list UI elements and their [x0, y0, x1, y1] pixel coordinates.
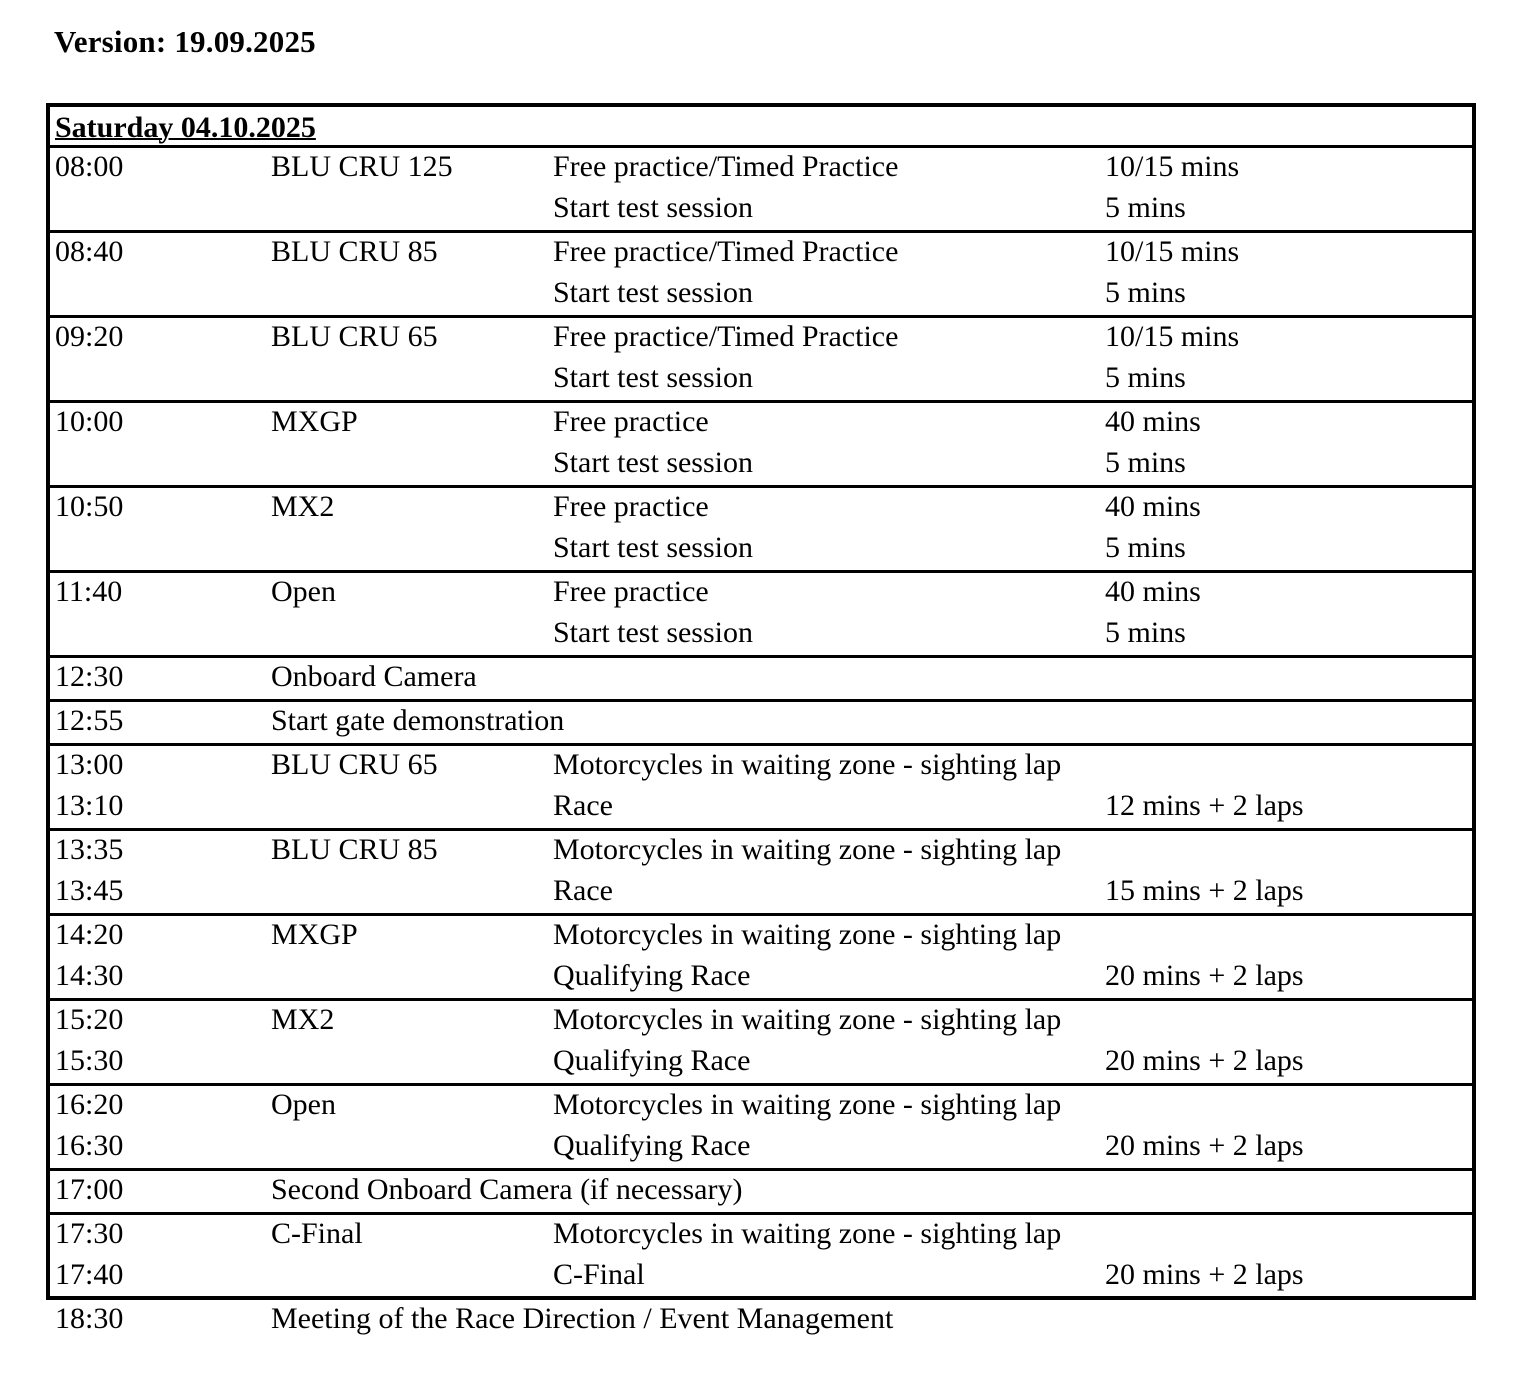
- schedule-block: [50, 1086, 1472, 1171]
- duration-cell: 5 mins: [1105, 191, 1186, 224]
- time-cell: 13:10: [55, 789, 124, 822]
- schedule-row: [50, 614, 1472, 655]
- schedule-row: [50, 359, 1472, 400]
- duration-cell: 5 mins: [1105, 361, 1186, 394]
- schedule-row: [50, 916, 1472, 957]
- class-cell: Open: [271, 575, 336, 608]
- time-cell: 16:20: [55, 1088, 124, 1121]
- class-cell: C-Final: [271, 1217, 363, 1250]
- duration-cell: 40 mins: [1105, 490, 1201, 523]
- duration-cell: 20 mins + 2 laps: [1105, 1044, 1304, 1077]
- duration-cell: 40 mins: [1105, 575, 1201, 608]
- session-cell: Start test session: [553, 446, 753, 479]
- day-title-row: [50, 107, 1472, 148]
- class-cell: BLU CRU 65: [271, 320, 438, 353]
- schedule-row: [50, 1086, 1472, 1127]
- class-cell: Start gate demonstration: [271, 704, 565, 737]
- schedule-block: [50, 1300, 1472, 1341]
- time-cell: 16:30: [55, 1129, 124, 1162]
- time-cell: 14:30: [55, 959, 124, 992]
- class-cell: BLU CRU 85: [271, 833, 438, 866]
- class-cell: MXGP: [271, 405, 358, 438]
- duration-cell: 5 mins: [1105, 616, 1186, 649]
- class-cell: BLU CRU 125: [271, 150, 453, 183]
- session-cell: Free practice: [553, 405, 709, 438]
- schedule-row: [50, 746, 1472, 787]
- session-cell: Start test session: [553, 276, 753, 309]
- schedule-block: [50, 1171, 1472, 1215]
- session-cell: Race: [553, 874, 613, 907]
- schedule-row: [50, 189, 1472, 230]
- schedule-row: [50, 1215, 1472, 1256]
- class-cell: BLU CRU 65: [271, 748, 438, 781]
- duration-cell: 20 mins + 2 laps: [1105, 1258, 1304, 1291]
- schedule-block: [50, 573, 1472, 658]
- duration-cell: 20 mins + 2 laps: [1105, 1129, 1304, 1162]
- session-cell: Qualifying Race: [553, 1044, 751, 1077]
- time-cell: 17:30: [55, 1217, 124, 1250]
- duration-cell: 12 mins + 2 laps: [1105, 789, 1304, 822]
- duration-cell: 10/15 mins: [1105, 235, 1240, 268]
- time-cell: 17:00: [55, 1173, 124, 1206]
- session-cell: Start test session: [553, 616, 753, 649]
- schedule-row: [50, 787, 1472, 828]
- session-cell: C-Final: [553, 1258, 645, 1291]
- schedule-row: [50, 1171, 1472, 1212]
- schedule-row: [50, 529, 1472, 570]
- duration-cell: 40 mins: [1105, 405, 1201, 438]
- schedule-row: [50, 702, 1472, 743]
- session-cell: Motorcycles in waiting zone - sighting lap: [553, 918, 1062, 951]
- schedule-row: [50, 1042, 1472, 1083]
- schedule-row: [50, 444, 1472, 485]
- day-title: Saturday 04.10.2025: [55, 111, 316, 144]
- class-cell: Onboard Camera: [271, 660, 477, 693]
- duration-cell: 5 mins: [1105, 446, 1186, 479]
- session-cell: Motorcycles in waiting zone - sighting lap: [553, 1217, 1062, 1250]
- schedule-block: [50, 403, 1472, 488]
- class-cell: BLU CRU 85: [271, 235, 438, 268]
- schedule-row: [50, 274, 1472, 315]
- version-label: Version: 19.09.2025: [54, 24, 316, 59]
- class-cell: MX2: [271, 490, 335, 523]
- session-cell: Motorcycles in waiting zone - sighting lap: [553, 1003, 1062, 1036]
- time-cell: 12:30: [55, 660, 124, 693]
- class-cell: MXGP: [271, 918, 358, 951]
- session-cell: Free practice: [553, 490, 709, 523]
- class-cell: Second Onboard Camera (if necessary): [271, 1173, 743, 1206]
- session-cell: Motorcycles in waiting zone - sighting lap: [553, 1088, 1062, 1121]
- schedule-row: [50, 831, 1472, 872]
- schedule-row: [50, 488, 1472, 529]
- schedule-block: [50, 318, 1472, 403]
- time-cell: 18:30: [55, 1302, 124, 1335]
- schedule-block: [50, 233, 1472, 318]
- duration-cell: 5 mins: [1105, 276, 1186, 309]
- schedule-row: [50, 872, 1472, 913]
- time-cell: 10:50: [55, 490, 124, 523]
- schedule-block: [50, 1215, 1472, 1300]
- duration-cell: 20 mins + 2 laps: [1105, 959, 1304, 992]
- duration-cell: 15 mins + 2 laps: [1105, 874, 1304, 907]
- session-cell: Start test session: [553, 191, 753, 224]
- session-cell: Qualifying Race: [553, 1129, 751, 1162]
- class-cell: MX2: [271, 1003, 335, 1036]
- time-cell: 14:20: [55, 918, 124, 951]
- schedule-row: [50, 1256, 1472, 1297]
- session-cell: Free practice/Timed Practice: [553, 150, 899, 183]
- session-cell: Free practice: [553, 575, 709, 608]
- session-cell: Race: [553, 789, 613, 822]
- schedule-row: [50, 403, 1472, 444]
- time-cell: 11:40: [55, 575, 123, 608]
- time-cell: 15:30: [55, 1044, 124, 1077]
- schedule-row: [50, 1127, 1472, 1168]
- time-cell: 15:20: [55, 1003, 124, 1036]
- schedule-row: [50, 318, 1472, 359]
- time-cell: 12:55: [55, 704, 124, 737]
- schedule-row: [50, 658, 1472, 699]
- schedule-block: [50, 916, 1472, 1001]
- class-cell: Open: [271, 1088, 336, 1121]
- schedule-row: [50, 1001, 1472, 1042]
- time-cell: 13:35: [55, 833, 124, 866]
- class-cell: Meeting of the Race Direction / Event Management: [271, 1302, 894, 1335]
- session-cell: Qualifying Race: [553, 959, 751, 992]
- duration-cell: 10/15 mins: [1105, 150, 1240, 183]
- session-cell: Motorcycles in waiting zone - sighting lap: [553, 748, 1062, 781]
- time-cell: 13:00: [55, 748, 124, 781]
- session-cell: Start test session: [553, 361, 753, 394]
- schedule-block: [50, 658, 1472, 702]
- schedule-block: [50, 746, 1472, 831]
- time-cell: 08:00: [55, 150, 124, 183]
- time-cell: 10:00: [55, 405, 124, 438]
- schedule-row: [50, 1300, 1472, 1341]
- session-cell: Start test session: [553, 531, 753, 564]
- schedule-row: [50, 573, 1472, 614]
- duration-cell: 5 mins: [1105, 531, 1186, 564]
- schedule-block: [50, 488, 1472, 573]
- schedule-block: [50, 1001, 1472, 1086]
- time-cell: 08:40: [55, 235, 124, 268]
- time-cell: 17:40: [55, 1258, 124, 1291]
- duration-cell: 10/15 mins: [1105, 320, 1240, 353]
- session-cell: Free practice/Timed Practice: [553, 320, 899, 353]
- schedule-row: [50, 148, 1472, 189]
- time-cell: 09:20: [55, 320, 124, 353]
- schedule-row: [50, 233, 1472, 274]
- schedule-row: [50, 957, 1472, 998]
- schedule-block: [50, 831, 1472, 916]
- schedule-block: [50, 148, 1472, 233]
- schedule-block: [50, 702, 1472, 746]
- session-cell: Motorcycles in waiting zone - sighting lap: [553, 833, 1062, 866]
- schedule-table: [46, 103, 1476, 1335]
- session-cell: Free practice/Timed Practice: [553, 235, 899, 268]
- time-cell: 13:45: [55, 874, 124, 907]
